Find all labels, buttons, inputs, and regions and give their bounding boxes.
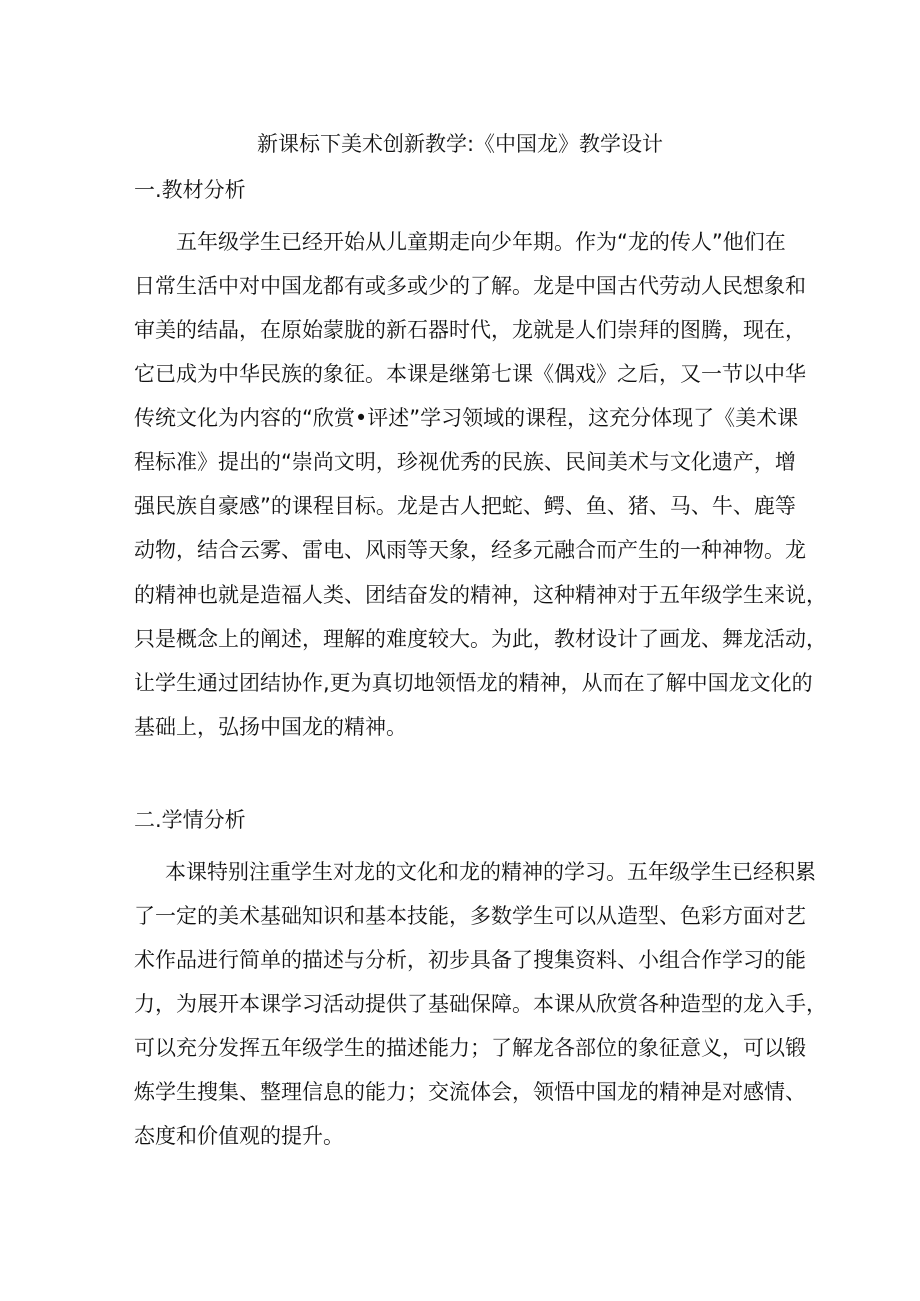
paragraph-line: 强民族自豪感”的课程目标。龙是古人把蛇、鳄、鱼、猪、马、牛、鹿等 <box>134 494 796 518</box>
paragraph-line: 日常生活中对中国龙都有或多或少的了解。龙是中国古代劳动人民想象和 <box>134 274 806 298</box>
section-heading-textbook-analysis: 一.教材分析 <box>134 178 246 202</box>
paragraph-line: 五年级学生已经开始从儿童期走向少年期。作为“龙的传人”他们在 <box>176 230 786 254</box>
paragraph-line: 的精神也就是造福人类、团结奋发的精神，这种精神对于五年级学生来说， <box>134 583 827 607</box>
paragraph-line: 只是概念上的阐述，理解的难度较大。为此，教材设计了画龙、舞龙活动， <box>134 627 827 651</box>
paragraph-line: 传统文化为内容的“欣赏•评述”学习领域的课程，这充分体现了《美术课 <box>134 406 799 430</box>
paragraph-line: 炼学生搜集、整理信息的能力；交流体会，领悟中国龙的精神是对感情、 <box>134 1080 806 1104</box>
paragraph-line: 术作品进行简单的描述与分析，初步具备了搜集资料、小组合作学习的能 <box>134 948 806 972</box>
paragraph-line: 基础上，弘扬中国龙的精神。 <box>134 715 407 739</box>
paragraph-line: 审美的结晶，在原始蒙胧的新石器时代，龙就是人们崇拜的图腾，现在， <box>134 318 806 342</box>
paragraph-line: 了一定的美术基础知识和基本技能，多数学生可以从造型、色彩方面对艺 <box>134 904 806 928</box>
section-heading-learner-analysis: 二.学情分析 <box>134 808 246 832</box>
paragraph-line: 力，为展开本课学习活动提供了基础保障。本课从欣赏各种造型的龙入手， <box>134 992 827 1016</box>
paragraph-line: 程标准》提出的“崇尚文明，珍视优秀的民族、民间美术与文化遗产，增 <box>134 450 796 474</box>
paragraph-line: 态度和价值观的提升。 <box>134 1124 344 1148</box>
paragraph-line: 它已成为中华民族的象征。本课是继第七课《偶戏》之后，又一节以中华 <box>134 362 806 386</box>
document-title: 新课标下美术创新教学:《中国龙》教学设计 <box>256 132 664 156</box>
paragraph-line: 动物，结合云雾、雷电、风雨等天象，经多元融合而产生的一种神物。龙 <box>134 538 806 562</box>
paragraph-line: 本课特别注重学生对龙的文化和龙的精神的学习。五年级学生已经积累 <box>165 860 816 884</box>
paragraph-line: 让学生通过团结协作,更为真切地领悟龙的精神，从而在了解中国龙文化的 <box>134 671 813 695</box>
paragraph-line: 可以充分发挥五年级学生的描述能力；了解龙各部位的象征意义，可以锻 <box>134 1036 806 1060</box>
